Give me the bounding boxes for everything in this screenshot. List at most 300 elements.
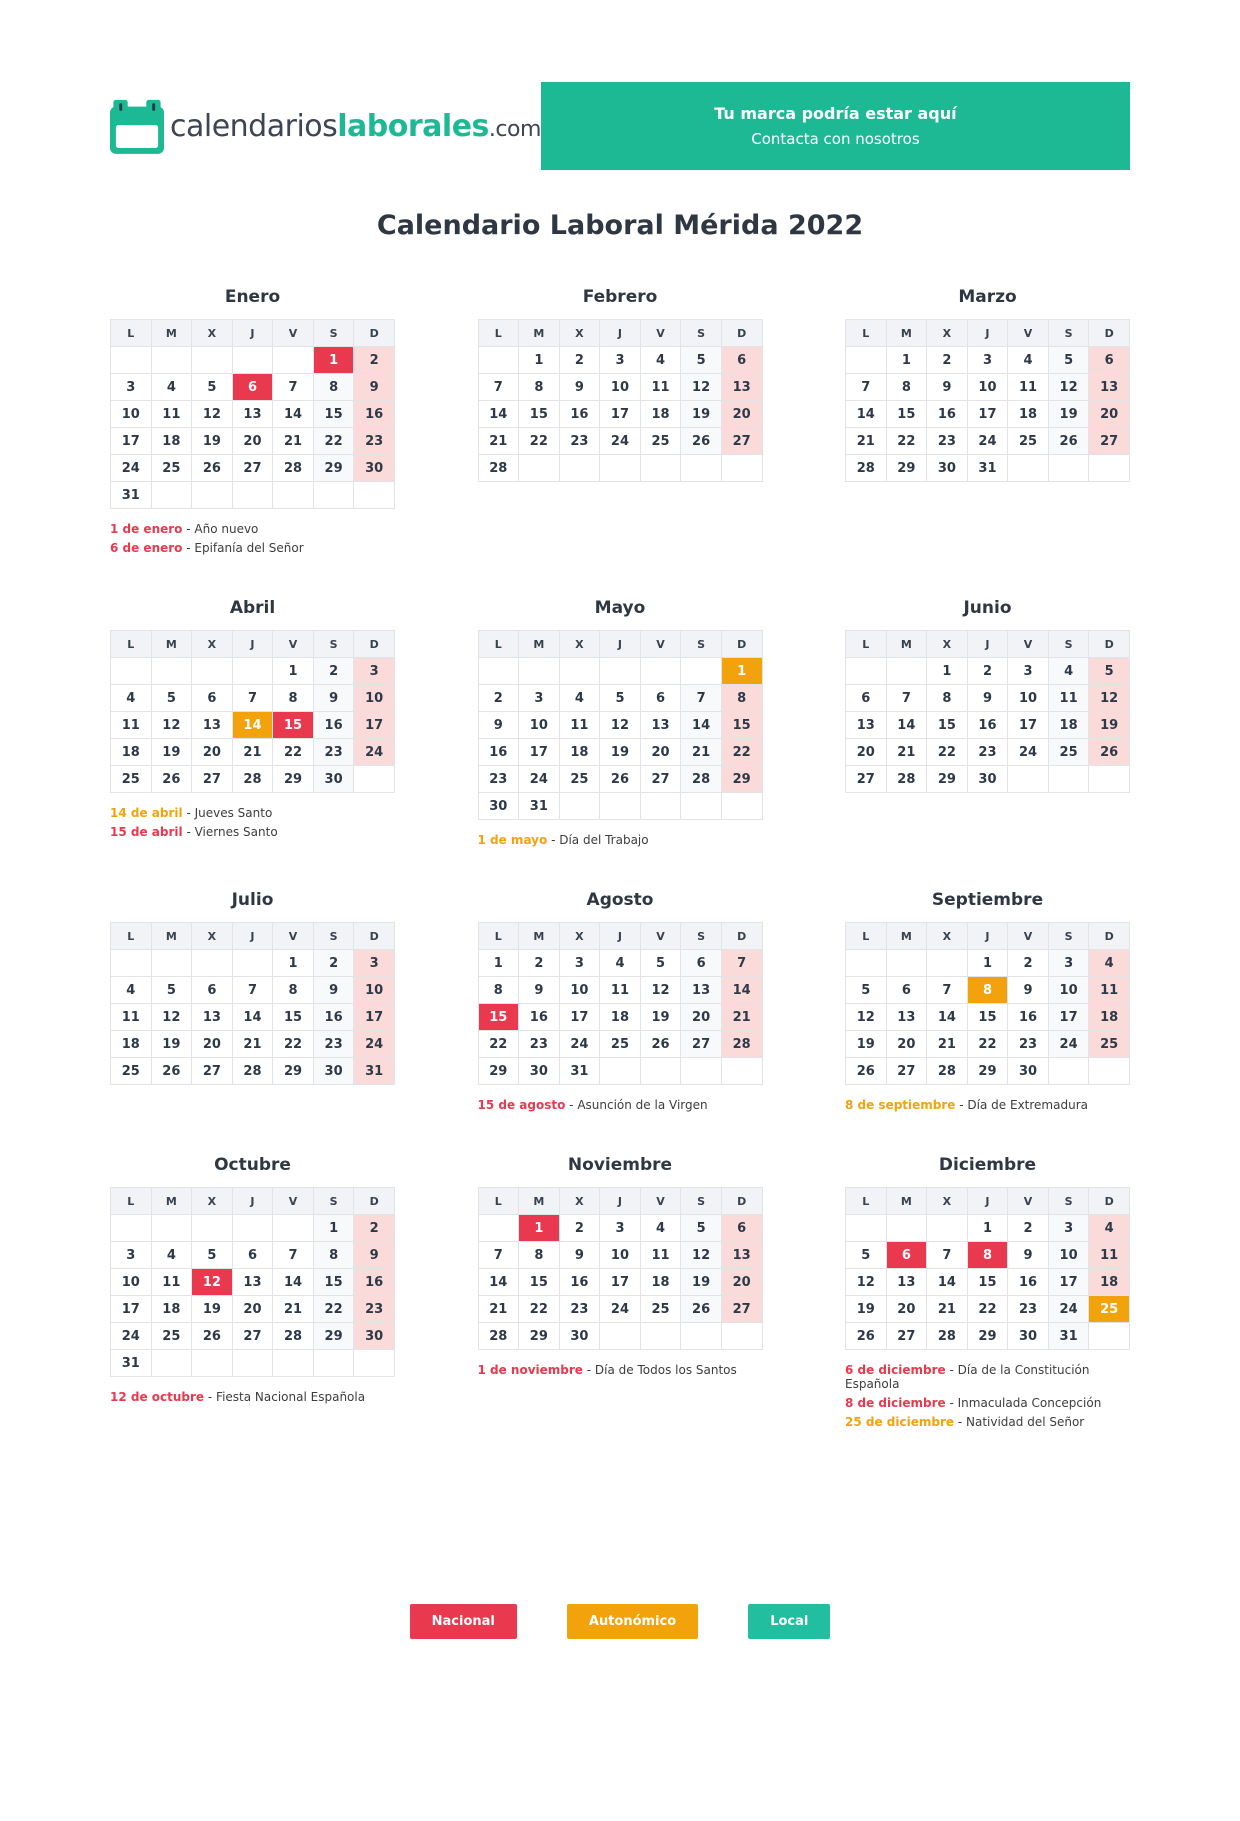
empty-cell: [151, 347, 192, 374]
day-cell: 25: [640, 1296, 681, 1323]
day-cell: 25: [600, 1031, 641, 1058]
day-cell: 2: [354, 1215, 395, 1242]
day-cell: 25: [1048, 739, 1089, 766]
day-cell: 21: [927, 1031, 968, 1058]
empty-cell: [886, 950, 927, 977]
weekday-header-cell: L: [478, 320, 519, 347]
day-cell: 22: [273, 1031, 314, 1058]
holiday-note: [110, 522, 395, 536]
day-cell: 20: [192, 1031, 233, 1058]
day-cell: 27: [886, 1323, 927, 1350]
day-cell: 9: [559, 374, 600, 401]
day-cell: 18: [151, 428, 192, 455]
day-cell: 18: [1048, 712, 1089, 739]
holiday-note: [845, 1415, 1130, 1429]
empty-cell: [681, 1058, 722, 1085]
day-cell: 10: [519, 712, 560, 739]
empty-cell: [232, 482, 273, 509]
day-cell: 12: [846, 1269, 887, 1296]
day-cell: 15: [313, 1269, 354, 1296]
day-cell: 13: [232, 1269, 273, 1296]
day-cell: 18: [600, 1004, 641, 1031]
day-cell: 3: [967, 347, 1008, 374]
day-cell: 4: [151, 374, 192, 401]
day-cell: 17: [559, 1004, 600, 1031]
empty-cell: [192, 950, 233, 977]
day-cell: 15: [273, 1004, 314, 1031]
day-cell: 19: [151, 739, 192, 766]
day-cell: 5: [151, 685, 192, 712]
local-button[interactable]: Local: [748, 1604, 830, 1639]
day-cell: 8: [519, 1242, 560, 1269]
day-cell: 9: [478, 712, 519, 739]
day-cell: 27: [886, 1058, 927, 1085]
holiday-note-desc: - Asunción de la Virgen: [569, 1098, 708, 1112]
day-cell: 24: [1048, 1296, 1089, 1323]
day-cell: 4: [151, 1242, 192, 1269]
day-cell: 17: [111, 428, 152, 455]
day-cell: 7: [273, 374, 314, 401]
weekday-header-row-septiembre: [846, 923, 1130, 950]
day-cell: 26: [846, 1323, 887, 1350]
weekday-header-row-octubre: [111, 1188, 395, 1215]
day-cell: 13: [192, 712, 233, 739]
empty-cell: [681, 658, 722, 685]
weekday-header-cell: D: [1089, 320, 1130, 347]
holiday-note-date: 12 de octubre: [110, 1390, 205, 1404]
day-cell: 30: [1008, 1323, 1049, 1350]
weekday-header-cell: V: [1008, 320, 1049, 347]
weekday-header-cell: L: [846, 631, 887, 658]
day-cell: 23: [967, 739, 1008, 766]
day-cell: 30: [478, 793, 519, 820]
day-cell: 27: [721, 428, 762, 455]
day-cell: 3: [519, 685, 560, 712]
day-cell: 4: [111, 685, 152, 712]
day-cell: 9: [354, 1242, 395, 1269]
empty-cell: [151, 1350, 192, 1377]
calendar-body-septiembre: [846, 950, 1130, 1085]
holiday-note-date: 1 de mayo: [477, 833, 548, 847]
day-cell: 11: [640, 1242, 681, 1269]
day-cell: 7: [886, 685, 927, 712]
day-cell: 25: [151, 455, 192, 482]
holiday-day-cell-abril-15: 15: [273, 712, 314, 739]
day-cell: 20: [681, 1004, 722, 1031]
day-cell: 3: [1008, 658, 1049, 685]
weekday-header-row-agosto: [478, 923, 762, 950]
empty-cell: [640, 455, 681, 482]
day-cell: 29: [273, 1058, 314, 1085]
weekday-header-cell: J: [967, 320, 1008, 347]
weekday-header-cell: J: [967, 923, 1008, 950]
day-cell: 17: [1048, 1269, 1089, 1296]
day-cell: 1: [273, 950, 314, 977]
nacional-button[interactable]: Nacional: [410, 1604, 517, 1639]
calendar-table-mayo: [478, 630, 763, 820]
day-cell: 26: [151, 1058, 192, 1085]
day-cell: 2: [519, 950, 560, 977]
day-cell: 20: [1089, 401, 1130, 428]
day-cell: 21: [232, 739, 273, 766]
day-cell: 4: [640, 1215, 681, 1242]
autonomico-button[interactable]: Autonómico: [567, 1604, 698, 1639]
day-cell: 24: [559, 1031, 600, 1058]
day-cell: 17: [967, 401, 1008, 428]
empty-cell: [273, 482, 314, 509]
logo-text: [170, 109, 541, 144]
month-section-junio: [845, 598, 1130, 793]
day-cell: 28: [681, 766, 722, 793]
calendar-body-mayo: [478, 658, 762, 820]
day-cell: 27: [681, 1031, 722, 1058]
empty-cell: [192, 1350, 233, 1377]
day-cell: 27: [846, 766, 887, 793]
day-cell: 6: [721, 347, 762, 374]
day-cell: 13: [232, 401, 273, 428]
day-cell: 23: [559, 428, 600, 455]
day-cell: 13: [846, 712, 887, 739]
day-cell: 20: [846, 739, 887, 766]
empty-cell: [640, 658, 681, 685]
day-cell: 14: [846, 401, 887, 428]
day-cell: 28: [273, 1323, 314, 1350]
day-cell: 3: [354, 950, 395, 977]
empty-cell: [232, 1215, 273, 1242]
weekday-header-row-junio: [846, 631, 1130, 658]
empty-cell: [273, 1350, 314, 1377]
day-cell: 11: [559, 712, 600, 739]
day-cell: 4: [1089, 1215, 1130, 1242]
day-cell: 18: [1089, 1004, 1130, 1031]
empty-cell: [1048, 1058, 1089, 1085]
day-cell: 3: [1048, 950, 1089, 977]
day-cell: 13: [681, 977, 722, 1004]
weekday-header-cell: M: [151, 923, 192, 950]
day-cell: 16: [313, 712, 354, 739]
day-cell: 3: [559, 950, 600, 977]
day-cell: 5: [640, 950, 681, 977]
weekday-header-cell: M: [886, 320, 927, 347]
holiday-day-cell-octubre-12: 12: [192, 1269, 233, 1296]
ad-banner-contact-link[interactable]: Contacta con nosotros: [751, 130, 920, 148]
holiday-note-date: 15 de agosto: [477, 1098, 566, 1112]
month-title-diciembre: Diciembre: [938, 1155, 1037, 1175]
day-cell: 31: [1048, 1323, 1089, 1350]
holiday-note-desc: - Año nuevo: [186, 522, 259, 536]
day-cell: 5: [600, 685, 641, 712]
day-cell: 25: [111, 766, 152, 793]
day-cell: 17: [600, 401, 641, 428]
empty-cell: [600, 1058, 641, 1085]
day-cell: 16: [927, 401, 968, 428]
empty-cell: [354, 1350, 395, 1377]
day-cell: 25: [640, 428, 681, 455]
day-cell: 23: [354, 428, 395, 455]
day-cell: 13: [640, 712, 681, 739]
day-cell: 28: [478, 455, 519, 482]
day-cell: 14: [273, 1269, 314, 1296]
day-cell: 19: [192, 428, 233, 455]
month-title-marzo: Marzo: [958, 287, 1017, 307]
weekday-header-cell: D: [354, 923, 395, 950]
day-cell: 22: [273, 739, 314, 766]
day-cell: 4: [1008, 347, 1049, 374]
day-cell: 26: [640, 1031, 681, 1058]
weekday-header-cell: M: [519, 320, 560, 347]
day-cell: 25: [111, 1058, 152, 1085]
month-section-febrero: [478, 287, 763, 482]
day-cell: 23: [559, 1296, 600, 1323]
empty-cell: [478, 1215, 519, 1242]
empty-cell: [681, 793, 722, 820]
day-cell: 27: [192, 1058, 233, 1085]
day-cell: 10: [600, 1242, 641, 1269]
day-cell: 24: [519, 766, 560, 793]
holiday-day-cell-diciembre-6: 6: [886, 1242, 927, 1269]
day-cell: 18: [640, 401, 681, 428]
month-title-junio: Junio: [963, 598, 1012, 618]
weekday-header-cell: X: [927, 923, 968, 950]
empty-cell: [478, 347, 519, 374]
weekday-header-cell: S: [313, 923, 354, 950]
day-cell: 15: [519, 1269, 560, 1296]
weekday-header-cell: L: [846, 923, 887, 950]
empty-cell: [1089, 1323, 1130, 1350]
day-cell: 7: [927, 1242, 968, 1269]
empty-cell: [721, 455, 762, 482]
empty-cell: [232, 950, 273, 977]
day-cell: 14: [478, 1269, 519, 1296]
day-cell: 28: [927, 1323, 968, 1350]
holiday-note: [110, 541, 395, 555]
day-cell: 11: [1089, 1242, 1130, 1269]
day-cell: 31: [111, 1350, 152, 1377]
day-cell: 12: [846, 1004, 887, 1031]
holiday-note: [478, 833, 763, 847]
day-cell: 6: [721, 1215, 762, 1242]
day-cell: 19: [640, 1004, 681, 1031]
holiday-note-desc: - Epifanía del Señor: [186, 541, 304, 555]
weekday-header-row-marzo: [846, 320, 1130, 347]
month-title-mayo: Mayo: [594, 598, 646, 618]
day-cell: 29: [273, 766, 314, 793]
day-cell: 28: [232, 1058, 273, 1085]
day-cell: 10: [354, 977, 395, 1004]
weekday-header-cell: V: [1008, 923, 1049, 950]
day-cell: 12: [640, 977, 681, 1004]
day-cell: 9: [313, 977, 354, 1004]
month-section-marzo: [845, 287, 1130, 482]
day-cell: 13: [886, 1004, 927, 1031]
empty-cell: [846, 658, 887, 685]
weekday-header-cell: X: [192, 1188, 233, 1215]
day-cell: 11: [111, 1004, 152, 1031]
day-cell: 16: [354, 1269, 395, 1296]
day-cell: 28: [721, 1031, 762, 1058]
empty-cell: [721, 1323, 762, 1350]
ad-banner[interactable]: [541, 82, 1130, 170]
day-cell: 19: [681, 1269, 722, 1296]
empty-cell: [640, 1058, 681, 1085]
weekday-header-cell: S: [313, 1188, 354, 1215]
weekday-header-cell: J: [600, 1188, 641, 1215]
calendar-table-marzo: [845, 319, 1130, 482]
empty-cell: [559, 793, 600, 820]
day-cell: 12: [1048, 374, 1089, 401]
day-cell: 12: [1089, 685, 1130, 712]
empty-cell: [151, 482, 192, 509]
day-cell: 24: [1048, 1031, 1089, 1058]
holiday-note: [110, 1390, 395, 1404]
weekday-header-cell: X: [927, 1188, 968, 1215]
day-cell: 16: [1008, 1269, 1049, 1296]
day-cell: 6: [192, 977, 233, 1004]
weekday-header-cell: M: [886, 923, 927, 950]
day-cell: 16: [313, 1004, 354, 1031]
day-cell: 19: [192, 1296, 233, 1323]
day-cell: 17: [519, 739, 560, 766]
month-section-mayo: [478, 598, 763, 852]
weekday-header-cell: X: [927, 320, 968, 347]
day-cell: 10: [354, 685, 395, 712]
day-cell: 1: [519, 347, 560, 374]
weekday-header-cell: M: [151, 320, 192, 347]
weekday-header-cell: X: [559, 631, 600, 658]
day-cell: 2: [1008, 1215, 1049, 1242]
calendar-body-marzo: [846, 347, 1130, 482]
logo-text-bold: laborales: [337, 108, 489, 144]
weekday-header-cell: S: [681, 631, 722, 658]
header: [110, 0, 1130, 170]
day-cell: 28: [927, 1058, 968, 1085]
weekday-header-cell: X: [559, 1188, 600, 1215]
day-cell: 22: [519, 1296, 560, 1323]
ad-banner-title: Tu marca podría estar aquí: [714, 104, 957, 123]
holiday-note: [845, 1363, 1130, 1391]
day-cell: 19: [1089, 712, 1130, 739]
day-cell: 21: [478, 1296, 519, 1323]
holiday-notes-enero: [110, 522, 395, 555]
weekday-header-cell: S: [313, 631, 354, 658]
day-cell: 5: [192, 1242, 233, 1269]
day-cell: 17: [600, 1269, 641, 1296]
day-cell: 29: [967, 1058, 1008, 1085]
calendar-body-enero: [111, 347, 395, 509]
empty-cell: [192, 482, 233, 509]
weekday-header-cell: D: [721, 923, 762, 950]
weekday-header-cell: D: [721, 1188, 762, 1215]
weekday-header-cell: J: [967, 631, 1008, 658]
day-cell: 24: [967, 428, 1008, 455]
holiday-notes-octubre: [110, 1390, 395, 1404]
empty-cell: [927, 950, 968, 977]
calendar-body-julio: [111, 950, 395, 1085]
day-cell: 30: [313, 1058, 354, 1085]
day-cell: 5: [846, 977, 887, 1004]
weekday-header-cell: L: [846, 1188, 887, 1215]
empty-cell: [151, 950, 192, 977]
weekday-header-cell: D: [721, 631, 762, 658]
day-cell: 20: [640, 739, 681, 766]
weekday-header-cell: X: [559, 320, 600, 347]
month-section-julio: [110, 890, 395, 1085]
empty-cell: [232, 347, 273, 374]
day-cell: 28: [886, 766, 927, 793]
empty-cell: [1089, 1058, 1130, 1085]
empty-cell: [1008, 455, 1049, 482]
weekday-header-cell: S: [1048, 320, 1089, 347]
empty-cell: [721, 793, 762, 820]
empty-cell: [681, 1323, 722, 1350]
weekday-header-cell: M: [886, 631, 927, 658]
empty-cell: [600, 1323, 641, 1350]
day-cell: 13: [721, 1242, 762, 1269]
day-cell: 9: [559, 1242, 600, 1269]
calendar-table-diciembre: [845, 1187, 1130, 1350]
weekday-header-cell: J: [600, 631, 641, 658]
holiday-day-cell-mayo-1: 1: [721, 658, 762, 685]
empty-cell: [1048, 455, 1089, 482]
day-cell: 12: [151, 712, 192, 739]
day-cell: 12: [192, 401, 233, 428]
day-cell: 29: [927, 766, 968, 793]
day-cell: 23: [1008, 1031, 1049, 1058]
day-cell: 18: [640, 1269, 681, 1296]
day-cell: 19: [846, 1296, 887, 1323]
day-cell: 14: [927, 1004, 968, 1031]
day-cell: 5: [192, 374, 233, 401]
calendar-icon: [110, 94, 164, 158]
weekday-header-cell: X: [192, 631, 233, 658]
day-cell: 23: [478, 766, 519, 793]
day-cell: 15: [967, 1269, 1008, 1296]
day-cell: 30: [559, 1323, 600, 1350]
day-cell: 18: [1008, 401, 1049, 428]
day-cell: 16: [1008, 1004, 1049, 1031]
day-cell: 17: [354, 712, 395, 739]
day-cell: 28: [478, 1323, 519, 1350]
empty-cell: [640, 1323, 681, 1350]
empty-cell: [111, 658, 152, 685]
site-logo[interactable]: [110, 94, 541, 158]
day-cell: 18: [111, 1031, 152, 1058]
day-cell: 25: [151, 1323, 192, 1350]
weekday-header-cell: L: [111, 1188, 152, 1215]
weekday-header-cell: D: [354, 631, 395, 658]
holiday-note: [478, 1098, 763, 1112]
day-cell: 5: [1048, 347, 1089, 374]
day-cell: 16: [559, 1269, 600, 1296]
day-cell: 3: [1048, 1215, 1089, 1242]
holiday-notes-abril: [110, 806, 395, 839]
weekday-header-cell: V: [273, 923, 314, 950]
day-cell: 8: [886, 374, 927, 401]
day-cell: 7: [681, 685, 722, 712]
empty-cell: [273, 1215, 314, 1242]
holiday-day-cell-enero-6: 6: [232, 374, 273, 401]
day-cell: 28: [232, 766, 273, 793]
weekday-header-cell: M: [519, 1188, 560, 1215]
weekday-header-cell: D: [1089, 631, 1130, 658]
day-cell: 18: [1089, 1269, 1130, 1296]
day-cell: 30: [354, 455, 395, 482]
month-title-agosto: Agosto: [586, 890, 654, 910]
day-cell: 26: [681, 428, 722, 455]
calendar-body-diciembre: [846, 1215, 1130, 1350]
day-cell: 23: [313, 739, 354, 766]
day-cell: 19: [1048, 401, 1089, 428]
